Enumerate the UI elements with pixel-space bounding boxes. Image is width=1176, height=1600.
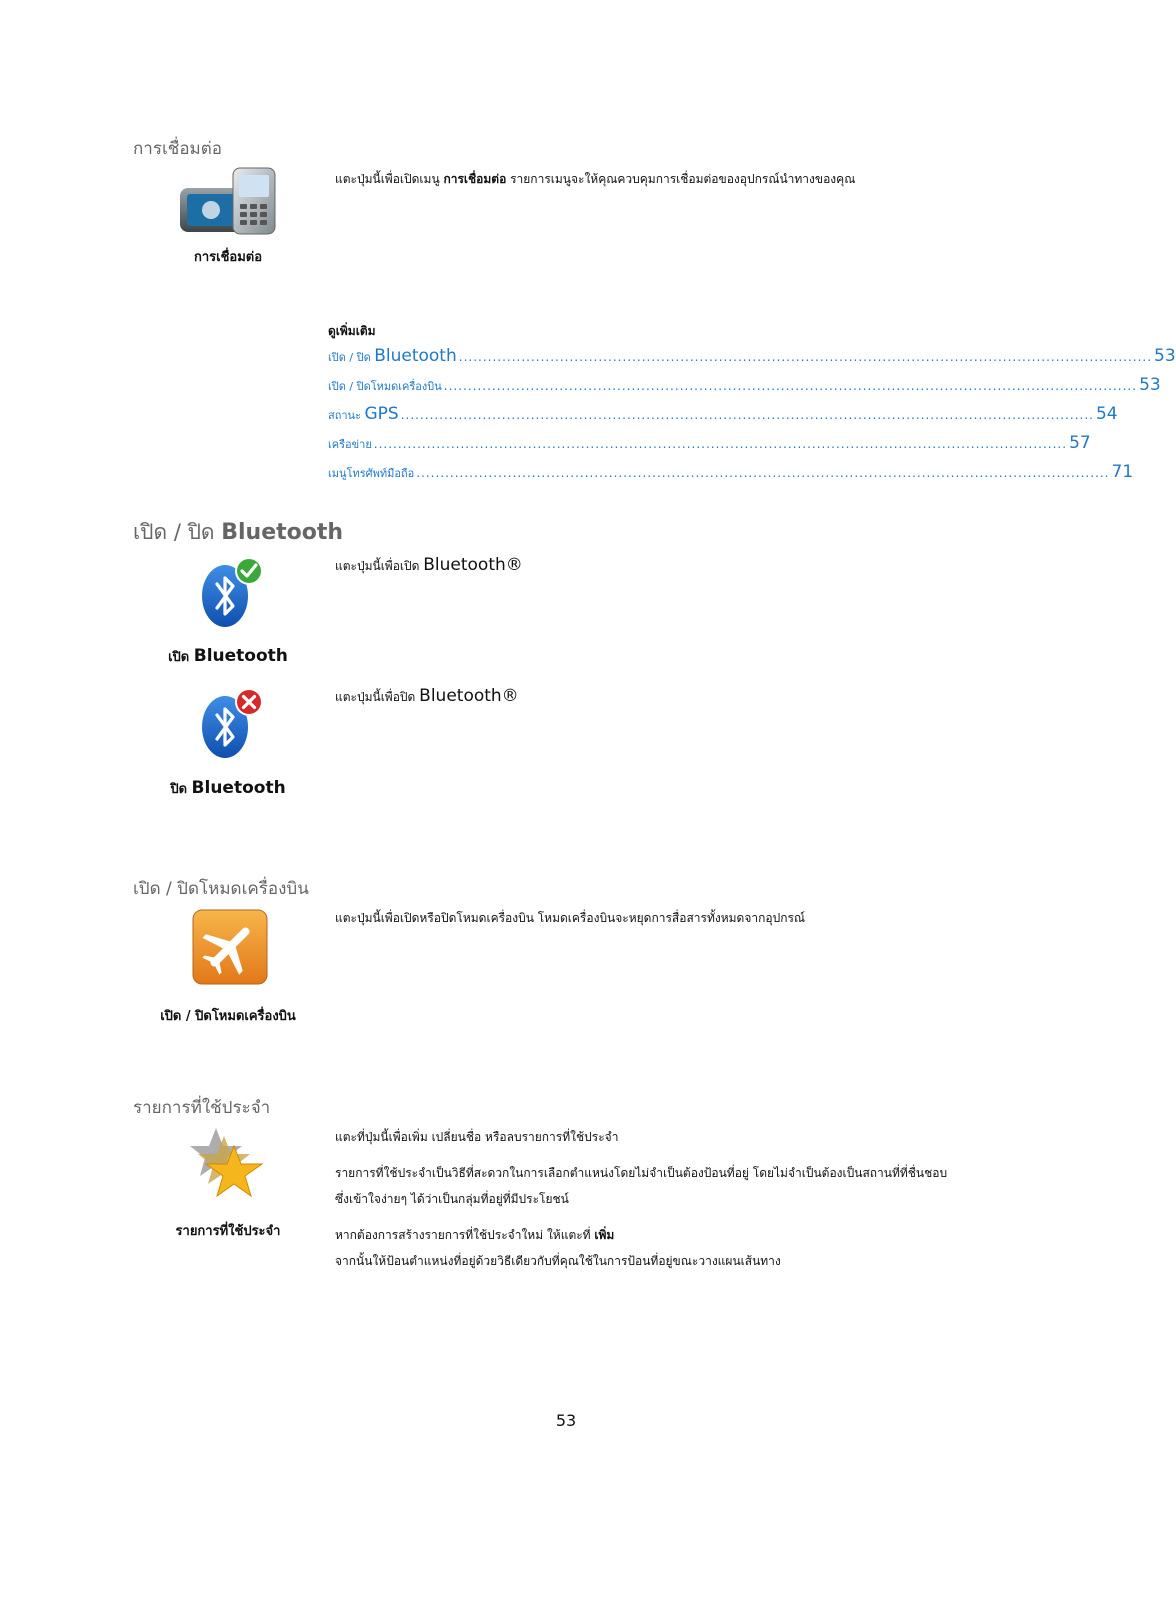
bluetooth-off-caption-th: ปิด: [170, 782, 192, 797]
toc-link-gps-status[interactable]: [328, 404, 1118, 424]
bluetooth-on-caption-th: เปิด: [168, 650, 194, 665]
bluetooth-on-desc-en: Bluetooth®: [423, 555, 523, 575]
toc-page-number: 53: [1139, 375, 1161, 395]
connections-desc-bold: การเชื่อมต่อ: [443, 172, 507, 186]
section-title-connections: การเชื่อมต่อ: [133, 139, 222, 159]
bluetooth-title-th: เปิด / ปิด: [133, 520, 222, 544]
favorites-p2a: รายการที่ใช้ประจำเป็นวิธีที่สะดวกในการเลือกตำแหน่งโดยไม่จำเป็นต้องป้อนที่อยู่ โดยไม่จำเป็นต้องเป็นสถานที่ที่ชื่นชอบ: [335, 1166, 948, 1180]
connections-caption: การเชื่อมต่อ: [193, 250, 263, 265]
toc-leader-dots: ................................................................................................................................................: [400, 408, 1094, 422]
bluetooth-on-icon: [197, 554, 269, 630]
favorites-p3-pre: หากต้องการสร้างรายการที่ใช้ประจำใหม่ ให้แตะที่: [335, 1228, 595, 1242]
favorites-caption: รายการที่ใช้ประจำ: [175, 1224, 281, 1239]
bluetooth-off-icon: [197, 685, 269, 761]
flight-mode-description: แตะปุ่มนี้เพื่อเปิดหรือปิดโหมดเครื่องบิน โหมดเครื่องบินจะหยุดการสื่อสารทั้งหมดจากอุปกรณ์: [335, 911, 806, 925]
bluetooth-off-caption: [113, 778, 343, 799]
section-title-flight-mode: เปิด / ปิดโหมดเครื่องบิน: [133, 879, 309, 899]
favorites-p3: [335, 1222, 1095, 1248]
favorites-p4: จากนั้นให้ป้อนตำแหน่งที่อยู่ด้วยวิธีเดียวกับที่คุณใช้ในการป้อนที่อยู่ขณะวางแผนเส้นทาง: [335, 1254, 781, 1268]
favorites-p3-bold: เพิ่ม: [594, 1228, 615, 1242]
toc-page-number: 71: [1111, 462, 1134, 482]
toc-leader-dots: ................................................................................................................................................: [373, 437, 1068, 451]
bluetooth-off-caption-en: Bluetooth: [191, 778, 286, 798]
toc-leader-dots: ................................................................................................................................................: [416, 466, 1110, 480]
toc-label-en: Bluetooth: [374, 346, 457, 366]
toc-link-bluetooth[interactable]: [328, 346, 1176, 366]
section-title-favorites: รายการที่ใช้ประจำ: [133, 1098, 271, 1118]
bluetooth-on-caption: [113, 646, 343, 667]
toc-label-th: เครือข่าย: [328, 438, 372, 451]
toc-label-th: เปิด / ปิด: [328, 351, 375, 364]
favorites-p2b: ซึ่งเข้าใจง่ายๆ ได้ว่าเป็นกลุ่มที่อยู่ที่มีประโยชน์: [335, 1192, 569, 1206]
bluetooth-on-desc-th: แตะปุ่มนี้เพื่อเปิด: [335, 559, 424, 573]
toc-link-mobile-phone-menu[interactable]: [328, 462, 1134, 482]
connections-desc-pre: แตะปุ่มนี้เพื่อเปิดเมนู: [335, 172, 444, 186]
bluetooth-on-description: [335, 552, 523, 579]
toc-leader-dots: ................................................................................................................................................: [458, 350, 1153, 364]
toc-label-th: เมนูโทรศัพท์มือถือ: [328, 467, 415, 480]
bluetooth-on-caption-en: Bluetooth: [193, 646, 288, 666]
airplane-icon: [192, 909, 268, 985]
toc-page-number: 54: [1095, 404, 1118, 424]
bluetooth-off-desc-th: แตะปุ่มนี้เพื่อปิด: [335, 690, 420, 704]
connections-desc-post: รายการเมนูจะให้คุณควบคุมการเชื่อมต่อของอุปกรณ์นำทางของคุณ: [506, 172, 856, 186]
connections-icon: [178, 166, 278, 236]
toc-label-th: สถานะ: [328, 409, 365, 422]
bluetooth-title-en: Bluetooth: [221, 520, 344, 545]
toc-page-number: 53: [1154, 346, 1176, 366]
see-also-heading: ดูเพิ่มเติม: [328, 324, 376, 338]
toc-leader-dots: ................................................................................................................................................: [443, 379, 1138, 393]
bluetooth-off-description: [335, 683, 519, 710]
toc-label-en: GPS: [364, 404, 399, 424]
page-number: 53: [555, 1411, 577, 1430]
favorites-description: [335, 1124, 1095, 1274]
favorites-p1: แตะที่ปุ่มนี้เพื่อเพิ่ม เปลี่ยนชื่อ หรือลบรายการที่ใช้ประจำ: [335, 1130, 619, 1144]
bluetooth-off-desc-en: Bluetooth®: [419, 686, 519, 706]
flight-mode-caption: เปิด / ปิดโหมดเครื่องบิน: [160, 1009, 296, 1024]
section-title-bluetooth: [133, 516, 343, 549]
toc-link-network[interactable]: [328, 433, 1091, 453]
toc-label-th: เปิด / ปิดโหมดเครื่องบิน: [328, 380, 442, 393]
favorites-star-icon: [186, 1124, 268, 1206]
toc-page-number: 57: [1069, 433, 1091, 453]
connections-description: [335, 166, 1095, 192]
toc-link-flight-mode[interactable]: [328, 375, 1161, 395]
